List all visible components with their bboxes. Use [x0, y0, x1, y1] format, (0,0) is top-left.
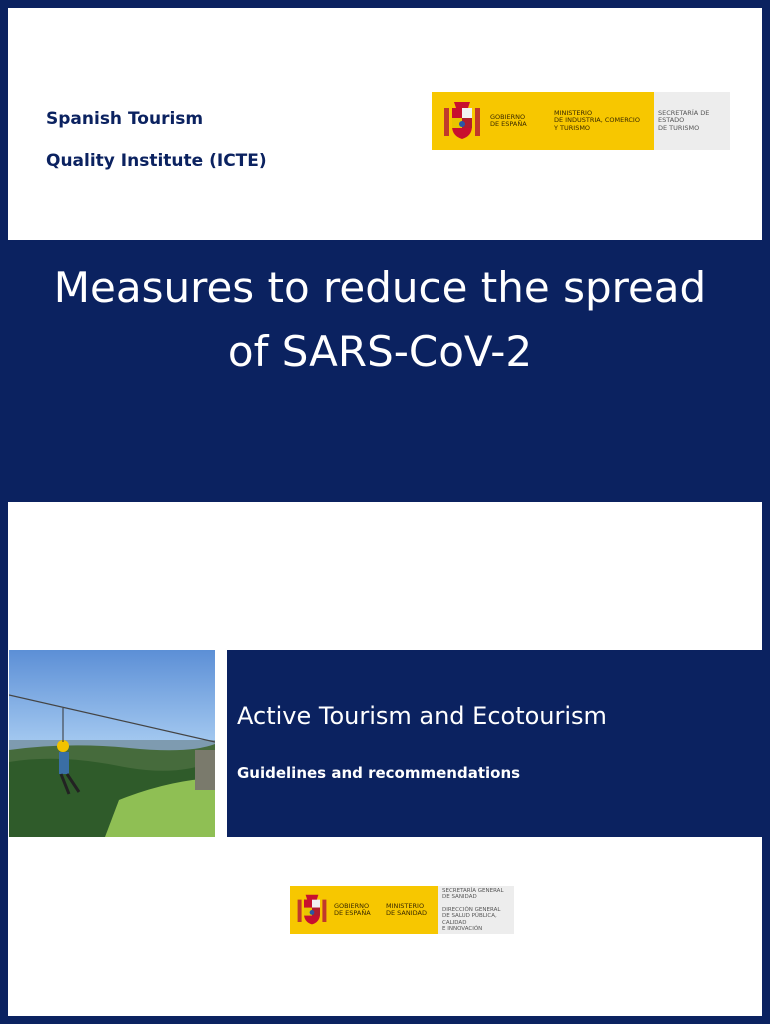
logo-grey-block [654, 92, 730, 150]
government-health-logo [290, 886, 514, 934]
logo-gobierno-text: GOBIERNO DE ESPAÑA [490, 112, 527, 128]
title-line-1: Measures to reduce the spread [53, 263, 707, 312]
organization-line-2: Quality Institute (ICTE) [46, 151, 267, 171]
subtitle-caption: Guidelines and recommendations [237, 764, 521, 782]
logo-ministerio-text: MINISTERIO DE SANIDAD [386, 901, 427, 917]
page-title [0, 256, 760, 384]
logo-gobierno-text: GOBIERNO DE ESPAÑA [334, 901, 371, 917]
logo-yellow-block [432, 92, 654, 150]
zipline-photo [9, 650, 215, 837]
zipline-photo-illustration [9, 650, 215, 837]
organization-line-1: Spanish Tourism [46, 109, 204, 129]
coat-of-arms-icon [296, 892, 328, 928]
organization-name [46, 98, 267, 182]
coat-of-arms-icon [442, 100, 482, 142]
logo-grey-block [438, 886, 514, 934]
logo-yellow-block [290, 886, 438, 934]
subtitle-band [227, 650, 762, 837]
logo-secretaria-text: SECRETARÍA DE ESTADO DE TURISMO [658, 108, 710, 132]
logo-secretaria-text: SECRETARÍA GENERAL DE SANIDAD [442, 887, 504, 900]
logo-ministerio-text: MINISTERIO DE INDUSTRIA, COMERCIO Y TURISMO [554, 108, 640, 132]
government-tourism-logo [432, 92, 730, 150]
logo-direccion-text: DIRECCIÓN GENERAL DE SALUD PÚBLICA, CALIDAD E INNOVACIÓN [442, 906, 501, 932]
subtitle-heading: Active Tourism and Ecotourism [237, 702, 607, 730]
title-line-2: of SARS-CoV-2 [227, 327, 533, 376]
